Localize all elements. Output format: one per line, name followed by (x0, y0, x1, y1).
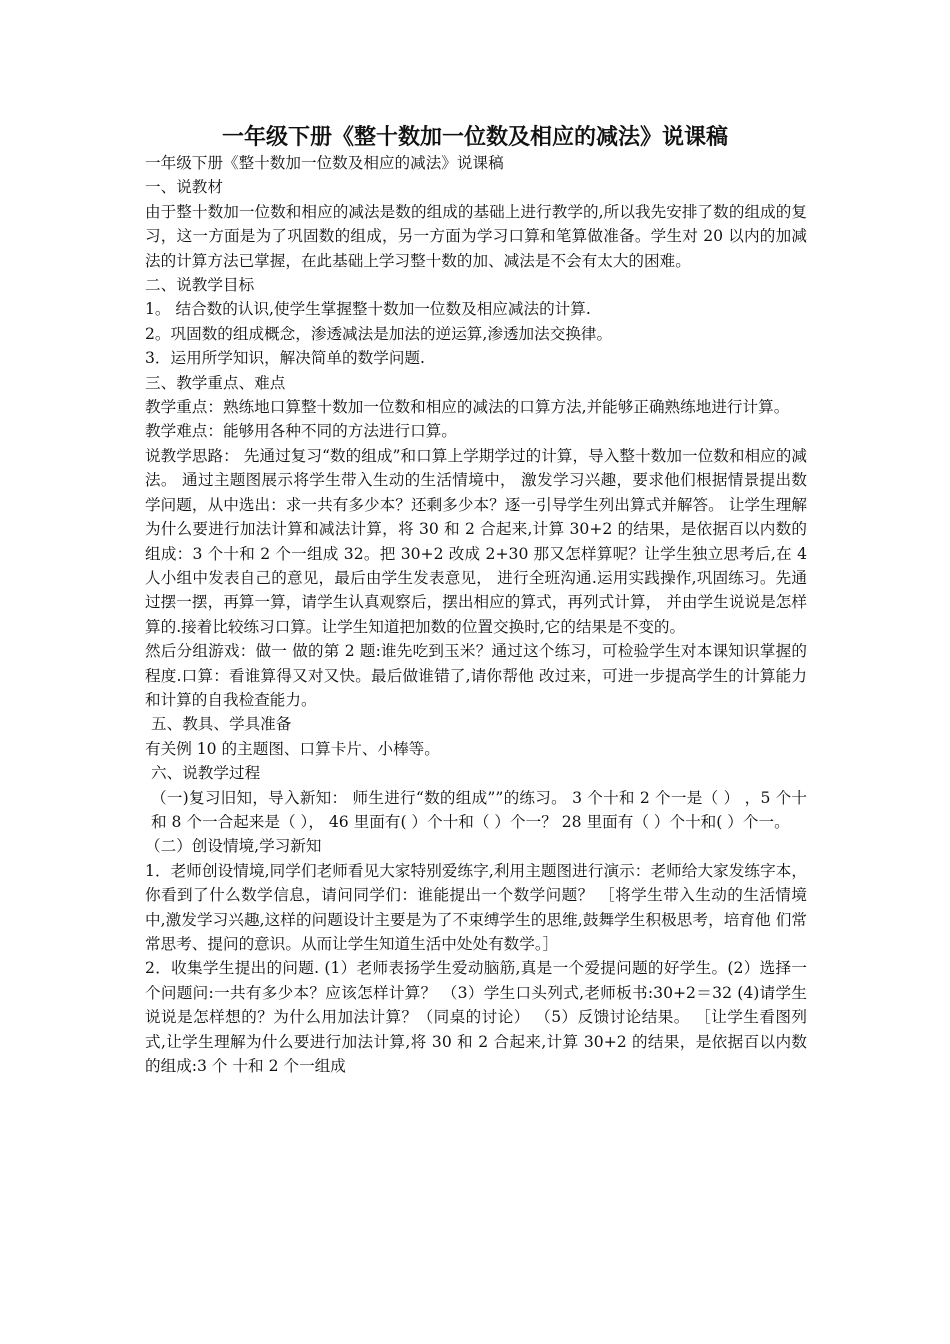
section-heading: 三、教学重点、难点 (145, 373, 286, 392)
paragraph: 由于整十数加一位数和相应的减法是数的组成的基础上进行教学的,所以我先安排了数的组成的复习，这一方面是为了巩固数的组成，另一方面为学习口算和笔算做准备。学生对 20 以内的加减法的计算方法已掌握，在此基础上学习整十数的加、减法是不会有太大的困难。 (145, 202, 807, 270)
section-heading: 六、说教学过程 (151, 764, 261, 783)
section-heading: 一、说教材 (145, 178, 223, 197)
section-heading: 二、说教学目标 (145, 276, 255, 295)
list-item: 1。 结合数的认识,使学生掌握整十数加一位数及相应减法的计算. (145, 300, 591, 319)
section-heading: 五、教具、学具准备 (151, 715, 292, 734)
document-title: 一年级下册《整十数加一位数及相应的减法》说课稿 (221, 125, 728, 150)
paragraph: 教学重点：熟练地口算整十数加一位数和相应的减法的口算方法,并能够正确熟练地进行计算。 (145, 398, 790, 417)
paragraph: 2．收集学生提出的问题. (1）老师表扬学生爱动脑筋,真是一个爱提问题的好学生。(2）选择一个问题问:一共有多少本？应该怎样计算？ （3）学生口头列式,老师板书:30+2＝32 (4)请学生说说是怎样想的？为什么用加法计算？（同桌的讨论） （5）反馈讨论结果。 ［让学生看图列式,让学生理解为什么要进行加法计算,将 30 和 2 合起来,计算 30+2 的结果，是依据百以内数的组成:3 个 十和 2 个一组成 (145, 959, 807, 1076)
list-item: 3．运用所学知识，解决简单的数学问题. (145, 349, 425, 368)
document-body (145, 151, 807, 1078)
paragraph: 一年级下册《整十数加一位数及相应的减法》说课稿 (145, 154, 504, 172)
paragraph: 1．老师创设情境,同学们老师看见大家特别爱练字,利用主题图进行演示：老师给大家发练字本，你看到了什么数学信息，请问同学们：谁能提出一个数学问题？ ［将学生带入生动的生活情境中,激发学习兴趣,这样的问题设计主要是为了不束缚学生的思维,鼓舞学生积极思考，培育他 们常常思考、提问的意识。从而让学生知道生活中处处有数学。］ (145, 861, 807, 953)
paragraph: （一)复习旧知，导入新知： 师生进行“数的组成””的练习。 3 个十和 2 个一是（ ） ，5 个十和 8 个一合起来是（ ）， 46 里面有( ）个十和（ ）个一？ 28 里面有（ ）个十和( ）个一。 (151, 788, 807, 831)
paragraph: 教学难点：能够用各种不同的方法进行口算。 (145, 422, 457, 441)
list-item: 2。巩固数的组成概念，渗透减法是加法的逆运算,渗透加法交换律。 (145, 324, 613, 343)
paragraph: 说教学思路： 先通过复习“数的组成”和口算上学期学过的计算，导入整十数加一位数和相应的减法。 通过主题图展示将学生带入生动的生活情境中， 激发学习兴趣，要求他们根据情景提出数学问题，从中选出：求一共有多少本？还剩多少本？逐一引导学生列出算式并解答。 让学生理解为什么要进行加法计算和减法计算，将 30 和 2 合起来,计算 30+2 的结果，是依据百以内数的组成：3 个十和 2 个一组成 32。把 30+2 改成 2+30 那又怎样算呢？让学生独立思考后,在 4 人小组中发表自己的意见，最后由学生发表意见， 进行全班沟通.运用实践操作,巩固练习。先通过摆一摆，再算一算，请学生认真观察后，摆出相应的算式，再列式计算， 并由学生说说是怎样算的.接着比较练习口算。让学生知道把加数的位置交换时,它的结果是不变的。 (145, 446, 807, 636)
section-heading: （二）创设情境,学习新知 (145, 837, 322, 856)
paragraph: 有关例 10 的主题图、口算卡片、小棒等。 (145, 739, 440, 758)
paragraph: 然后分组游戏：做一 做的第 2 题:谁先吃到玉米？通过这个练习，可检验学生对本课知识掌握的程度.口算：看谁算得又对又快。最后做谁错了,请你帮他 改过来，可进一步提高学生的计算能力和计算的自我检查能力。 (145, 642, 807, 709)
